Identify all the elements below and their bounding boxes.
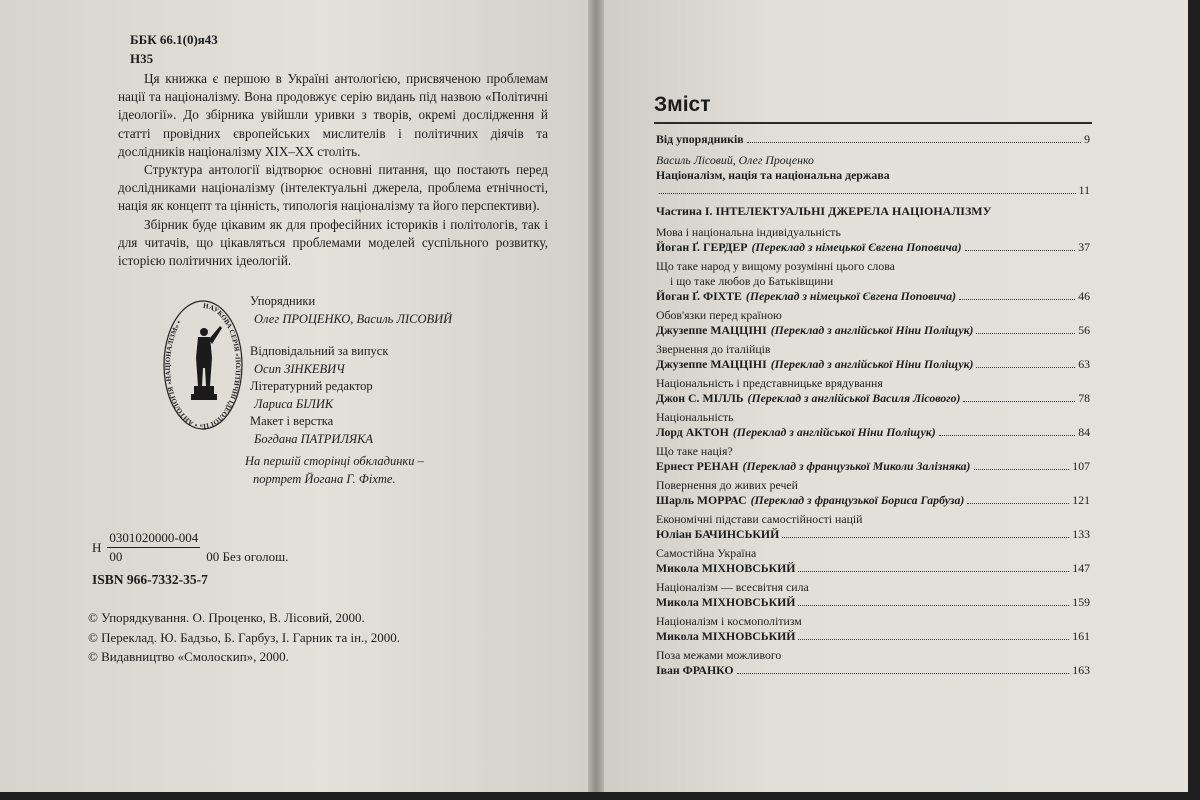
toc-entry-author: Йоган Ґ. ФІХТЕ bbox=[656, 289, 742, 303]
code-numerator: 0301020000-004 bbox=[107, 530, 200, 548]
toc-title: Зміст bbox=[654, 93, 711, 116]
toc-entry-author: Юліан БАЧИНСЬКИЙ bbox=[656, 527, 780, 541]
responsible-name: Осип ЗІНКЕВИЧ bbox=[254, 361, 345, 376]
toc-entry-title: Мова і національна індивідуальність bbox=[656, 225, 841, 239]
toc-entry-title: Самостійна Україна bbox=[656, 546, 757, 560]
toc-entry-author: Джузеппе МАЦЦІНІ bbox=[656, 357, 767, 371]
toc-entry[interactable] bbox=[656, 410, 1090, 440]
copyright-block bbox=[88, 608, 400, 667]
bbk-block bbox=[130, 30, 218, 68]
toc-divider bbox=[654, 122, 1092, 124]
code-denominator: 00 bbox=[109, 549, 123, 564]
toc-page-number: 63 bbox=[1078, 357, 1090, 371]
part-heading: Частина I. ІНТЕЛЕКТУАЛЬНІ ДЖЕРЕЛА НАЦІОНАЛІЗМУ bbox=[656, 204, 992, 218]
layout-label: Макет і верстка bbox=[250, 414, 334, 428]
copyright-line: © Переклад. Ю. Бадзьо, Б. Гарбуз, І. Гарник та ін., 2000. bbox=[88, 629, 401, 645]
toc-page-number: 9 bbox=[1084, 132, 1090, 146]
toc-page-number: 147 bbox=[1072, 561, 1090, 575]
toc-page-number: 161 bbox=[1072, 629, 1090, 643]
code-suffix: 00 Без оголош. bbox=[206, 548, 289, 564]
toc-entry[interactable] bbox=[656, 546, 1090, 576]
toc-entry-title: Національність і представницьке врядування bbox=[656, 376, 883, 390]
book-gutter bbox=[588, 0, 604, 792]
toc-entry-title: Обов'язки перед країною bbox=[656, 308, 782, 322]
toc-page-number: 84 bbox=[1078, 425, 1090, 439]
toc-entry-title: Повернення до живих речей bbox=[656, 478, 798, 492]
editor-name: Лариса БІЛИК bbox=[254, 396, 334, 411]
toc-entry-title: Економічні підстави самостійності націй bbox=[656, 512, 863, 526]
toc-entry-author: Джузеппе МАЦЦІНІ bbox=[656, 323, 767, 337]
toc-entry-author: Йоган Ґ. ГЕРДЕР bbox=[656, 240, 748, 254]
toc-entry[interactable] bbox=[656, 648, 1090, 678]
toc-page-number: 56 bbox=[1078, 323, 1090, 337]
toc-entry-translator: (Переклад з англійської Ніни Поліщук) bbox=[770, 323, 974, 337]
essay-authors: Василь Лісовий, Олег Проценко bbox=[656, 153, 814, 167]
toc-entry-translator: (Переклад з англійської Василя Лісового) bbox=[747, 391, 961, 405]
intro-paragraph: Структура антології відтворює основні питання, що постають перед дослідниками націоналізму (інтелектуальні джерела, проблема етнічності, нація як концепт та цінність, типологія націоналізму та його перспективи). bbox=[118, 162, 548, 214]
editor-label: Літературний редактор bbox=[250, 379, 373, 393]
toc-entry-author: Микола МІХНОВСЬКИЙ bbox=[656, 629, 796, 643]
cover-note-line: портрет Йогана Г. Фіхте. bbox=[253, 472, 396, 486]
toc-page-number: 46 bbox=[1078, 289, 1090, 303]
toc-page-number: 78 bbox=[1078, 391, 1090, 405]
toc-entry-author: Ернест РЕНАН bbox=[656, 459, 739, 473]
toc-entry[interactable] bbox=[656, 183, 1090, 198]
cover-note bbox=[245, 452, 424, 488]
toc-entry-title: Поза межами можливого bbox=[656, 648, 782, 662]
code-fraction bbox=[107, 530, 200, 565]
toc-entry[interactable] bbox=[656, 132, 1090, 147]
toc-entry-title: Націоналізм і космополітизм bbox=[656, 614, 802, 628]
toc-entry-title: Звернення до італійців bbox=[656, 342, 771, 356]
copyright-line: © Упорядкування. О. Проценко, В. Лісовий, 2000. bbox=[88, 610, 365, 625]
author-code: Н35 bbox=[130, 51, 154, 66]
toc-entry-translator: (Переклад з англійської Ніни Поліщук) bbox=[732, 425, 936, 439]
toc-entry[interactable] bbox=[656, 225, 1090, 255]
toc-page-number: 163 bbox=[1072, 663, 1090, 677]
toc-entry[interactable] bbox=[656, 444, 1090, 474]
toc-entry-author: Шарль МОРРАС bbox=[656, 493, 747, 507]
intro-paragraph: Ця книжка є першою в Україні антологією, присвяченою проблемам нації та націоналізму. Вона продовжує серію видань під назвою «Політичні ідеології». До збірника увійшли уривки з творів, окремі дослідження й статті провідних європейських мислителів і політичних діячів та дослідників націоналізму XIX–XX століть. bbox=[118, 71, 548, 159]
toc-entry-author: Микола МІХНОВСЬКИЙ bbox=[656, 561, 796, 575]
toc-entry-translator: (Переклад з французької Бориса Гарбуза) bbox=[750, 493, 965, 507]
toc-entry-title: Націоналізм — всесвітня сила bbox=[656, 580, 809, 594]
responsible-label: Відповідальний за випуск bbox=[250, 344, 389, 358]
toc-entry-translator: (Переклад з французької Миколи Залізняка) bbox=[742, 459, 971, 473]
toc-entry[interactable] bbox=[656, 478, 1090, 508]
statue-figure-icon bbox=[191, 326, 222, 400]
staff-credits bbox=[250, 293, 550, 448]
toc-entry[interactable] bbox=[656, 259, 1090, 304]
toc-entry[interactable] bbox=[656, 342, 1090, 372]
toc-entry-translator: (Переклад з німецької Євгена Поповича) bbox=[745, 289, 957, 303]
toc-entry-title: Що таке народ у вищому розумінні цього слова bbox=[656, 259, 895, 273]
toc-entry-title: Що таке нація? bbox=[656, 444, 733, 458]
toc-entry[interactable] bbox=[656, 614, 1090, 644]
toc-entry[interactable] bbox=[656, 308, 1090, 338]
toc-page-number: 159 bbox=[1072, 595, 1090, 609]
intro-text bbox=[118, 70, 548, 270]
compilers-label: Упорядники bbox=[250, 294, 316, 308]
isbn: ISBN 966-7332-35-7 bbox=[92, 572, 208, 587]
toc-entry-translator: (Переклад з англійської Ніни Поліщук) bbox=[770, 357, 974, 371]
toc-entry-title: Від упорядників bbox=[656, 132, 744, 146]
series-logo-emblem bbox=[160, 298, 246, 432]
toc-entry-author: Іван ФРАНКО bbox=[656, 663, 734, 677]
toc-entry[interactable] bbox=[656, 580, 1090, 610]
toc-entry[interactable] bbox=[656, 376, 1090, 406]
toc-page-number: 11 bbox=[1078, 183, 1090, 197]
toc-entry-translator: (Переклад з німецької Євгена Поповича) bbox=[751, 240, 962, 254]
toc-entry-title-cont: і що таке любов до Батьківщини bbox=[670, 274, 834, 288]
logo-ring-text: НАУКОВА СЕРІЯ «ПОЛІТИЧНІ ІДЕОЛОГІЇ» • АНТОЛОГІЯ «НАЦІОНАЛІЗМ» • bbox=[163, 301, 242, 431]
bbk-index: ББК 66.1(0)я43 bbox=[130, 32, 218, 47]
toc-entry-author: Джон С. МІЛЛЬ bbox=[656, 391, 744, 405]
copyright-line: © Видавництво «Смолоскип», 2000. bbox=[88, 649, 289, 664]
toc-entry-author: Микола МІХНОВСЬКИЙ bbox=[656, 595, 796, 609]
code-letter: Н bbox=[92, 539, 102, 555]
cover-note-line: На першій сторінці обкладинки – bbox=[245, 454, 424, 468]
publication-code bbox=[92, 530, 288, 565]
toc-page-number: 133 bbox=[1072, 527, 1090, 541]
toc-entry[interactable] bbox=[656, 512, 1090, 542]
toc-entry-title: Національність bbox=[656, 410, 734, 424]
intro-paragraph: Збірник буде цікавим як для професійних істориків і політологів, так і для читачів, що цікавляться проблемами моделей суспільного розвитку, історією політичних ідеологій. bbox=[118, 216, 548, 269]
toc-page-number: 107 bbox=[1072, 459, 1090, 473]
table-of-contents bbox=[656, 130, 1090, 682]
toc-entry-author: Лорд АКТОН bbox=[656, 425, 729, 439]
toc-entry-title: Націоналізм, нація та національна держава bbox=[656, 168, 890, 182]
toc-page-number: 37 bbox=[1078, 240, 1090, 254]
layout-name: Богдана ПАТРИЛЯКА bbox=[254, 431, 374, 446]
compilers-names: Олег ПРОЦЕНКО, Василь ЛІСОВИЙ bbox=[254, 311, 453, 326]
toc-page-number: 121 bbox=[1072, 493, 1090, 507]
